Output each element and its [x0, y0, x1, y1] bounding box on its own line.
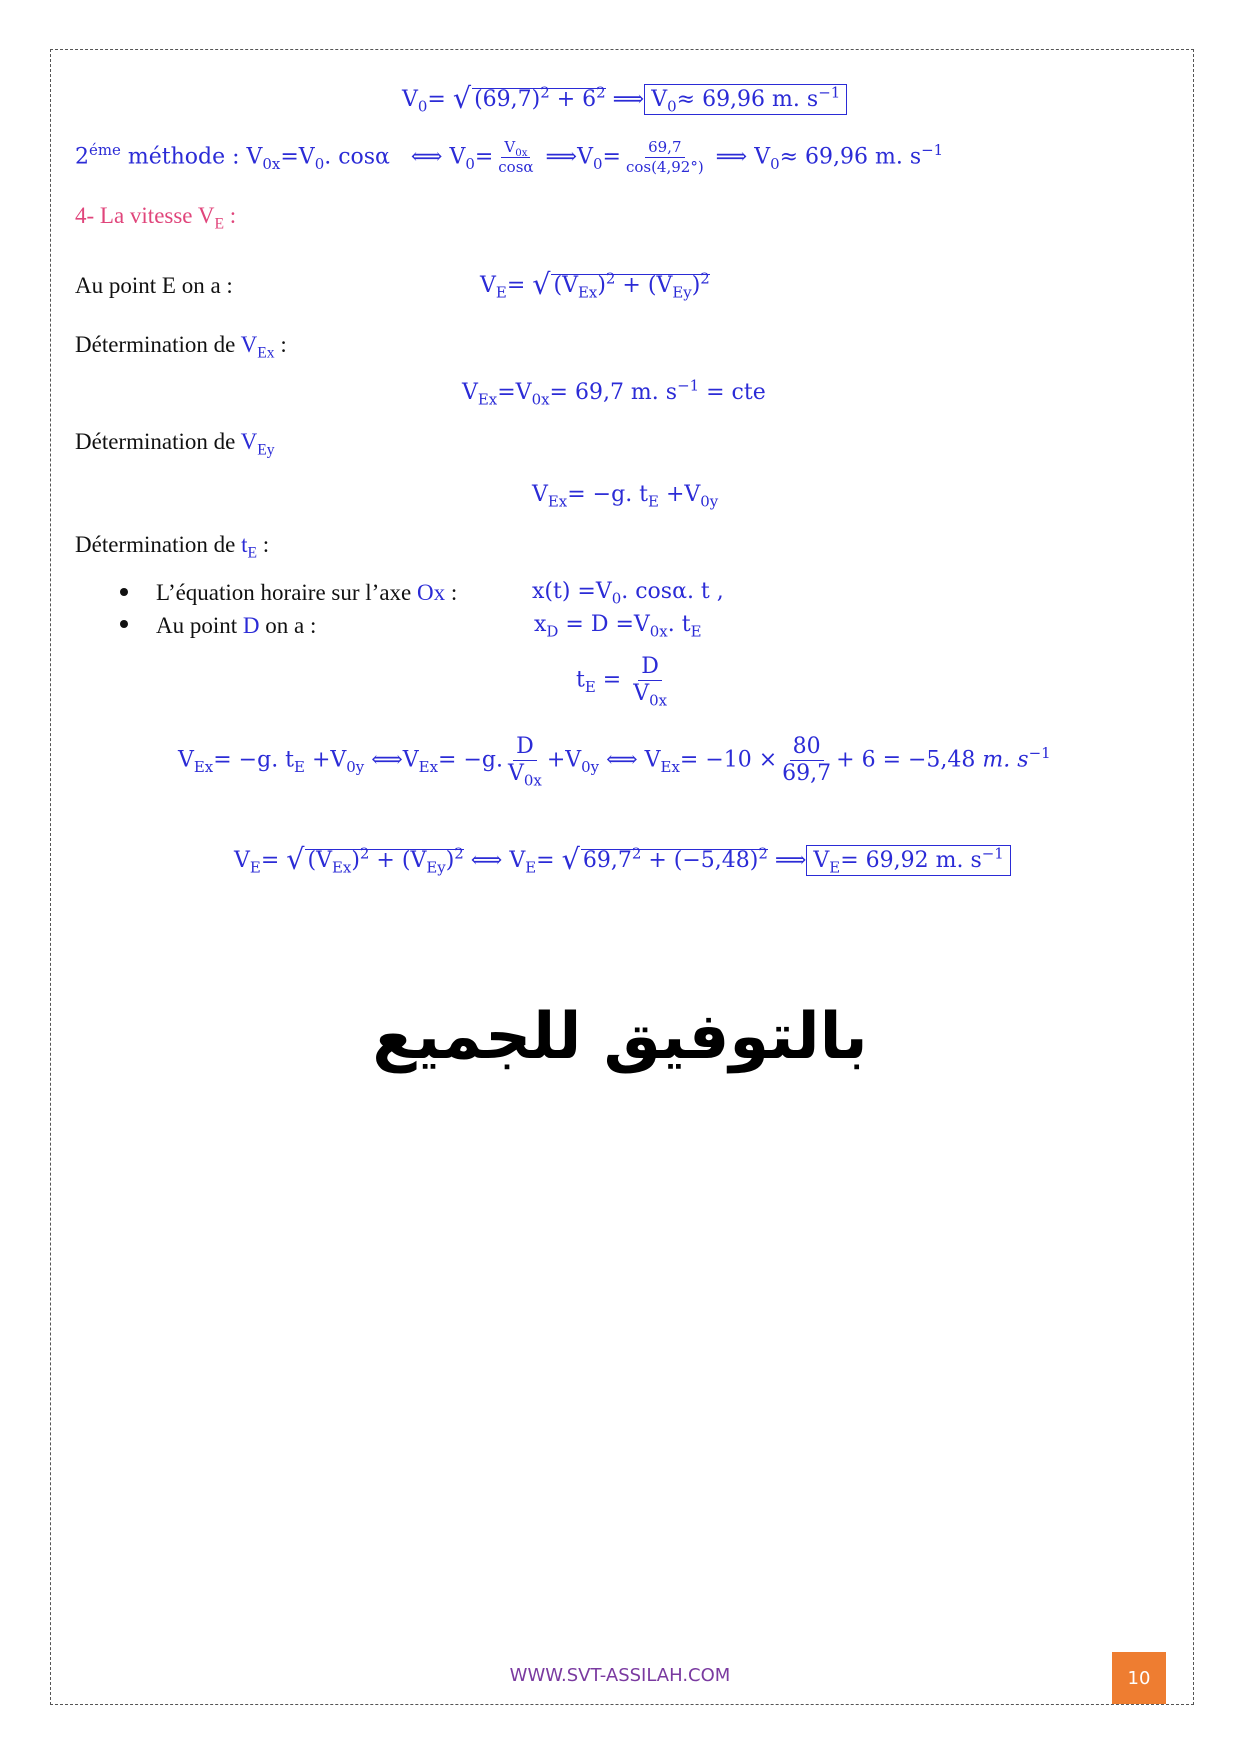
- closing-message: بالتوفيق للجميع: [372, 1000, 868, 1074]
- boxed-result-ve: $V_E= 69,92$ m. $s^{-1}$: [806, 845, 1010, 876]
- eq-ve-calculation: $V_E=$ √ $(V_{Ex})^2 + (V_{Ey})^2$ ⟺ $V_E=$ √ $69,7^2 + (-5,48)^2$ ⟹ $V_E= 69,92$ m. $s^{-1}$: [234, 845, 1011, 874]
- bullet-1-text: L’équation horaire sur l’axe Ox :: [156, 580, 458, 605]
- bullet-2-text: Au point D on a :: [156, 613, 317, 638]
- bullet-1-equation: $x(t) =V_0$. cosα. t ,: [532, 579, 724, 608]
- footer-website: WWW.SVT-ASSILAH.COM: [509, 1665, 731, 1686]
- bullet-dot-2: [120, 620, 128, 628]
- fraction-d-v0x: $\frac{D}{V_{0x}}$: [633, 654, 668, 710]
- boxed-result-v0: $V_0\approx 69,96$ m. $s^{-1}$: [644, 84, 847, 115]
- fraction-v0x-cosa: $\frac{V_{0x}}{\cos\alpha}$: [498, 138, 534, 176]
- eq-vex-calculation: $V_{Ex}= -g$. $t_E +V_{0y}$ $⟺V_{Ex}= -g$. $\frac{D}{V_{0x}}$ $+V_{0y}$ ⟺ $V_{Ex}= -10$ × $\frac{80}{69,7}$ + 6 = −5,48 m. $s^{-1}$: [178, 734, 1051, 790]
- eq-ve-definition: $V_E=$ √ $(V_{Ex})^2 + (V_{Ey})^2$: [480, 267, 710, 302]
- det-vex-label: Détermination de $V_{Ex}$ :: [75, 332, 287, 362]
- det-vey-label: Détermination de $V_{Ey}$: [75, 429, 275, 459]
- section-4-title: 4- La vitesse $V_E$ :: [75, 203, 237, 233]
- fraction-d-v0x-2: $\frac{D}{V_{0x}}$: [507, 734, 542, 790]
- bullet-2-equation: $x_D = D =V_{0x}$. $t_E$: [534, 612, 702, 641]
- eq-te: $t_E$ = $\frac{D}{V_{0x}}$: [576, 656, 672, 705]
- fraction-80-697: $\frac{80}{69,7}$: [782, 734, 832, 786]
- det-te-label: Détermination de $t_E$ :: [75, 532, 270, 562]
- eq-v0-pythagoras: $V_0=$ √ $(69,7)^2 + 6^2$ ⟹ $V_0\approx 69,96$ m. $s^{-1}$: [402, 84, 847, 113]
- point-e-label: Au point E on a :: [75, 273, 233, 298]
- page-number: 10: [1112, 1652, 1166, 1704]
- method-2-line: $2^{éme}$ méthode : $V_{0x}=V_0$. cosα ⟺ $V_0=$ $\frac{V_{0x}}{\cos\alpha}$ $⟹V_0=$ $\frac{69,7}{\cos(4,92^\circ)}$ ⟹ $V_0\approx 69,96$ m. $s^{-1}$: [75, 138, 944, 176]
- eq-vex: $V_{Ex}=V_{0x}= 69,7$ m. $s^{-1}$ = cte: [462, 376, 766, 409]
- eq-vey: $V_{Ex}= -g$. $t_E +V_{0y}$: [532, 482, 719, 511]
- fraction-697-cos: $\frac{69,7}{\cos(4,92^\circ)}$: [625, 138, 704, 176]
- bullet-dot-1: [120, 588, 128, 596]
